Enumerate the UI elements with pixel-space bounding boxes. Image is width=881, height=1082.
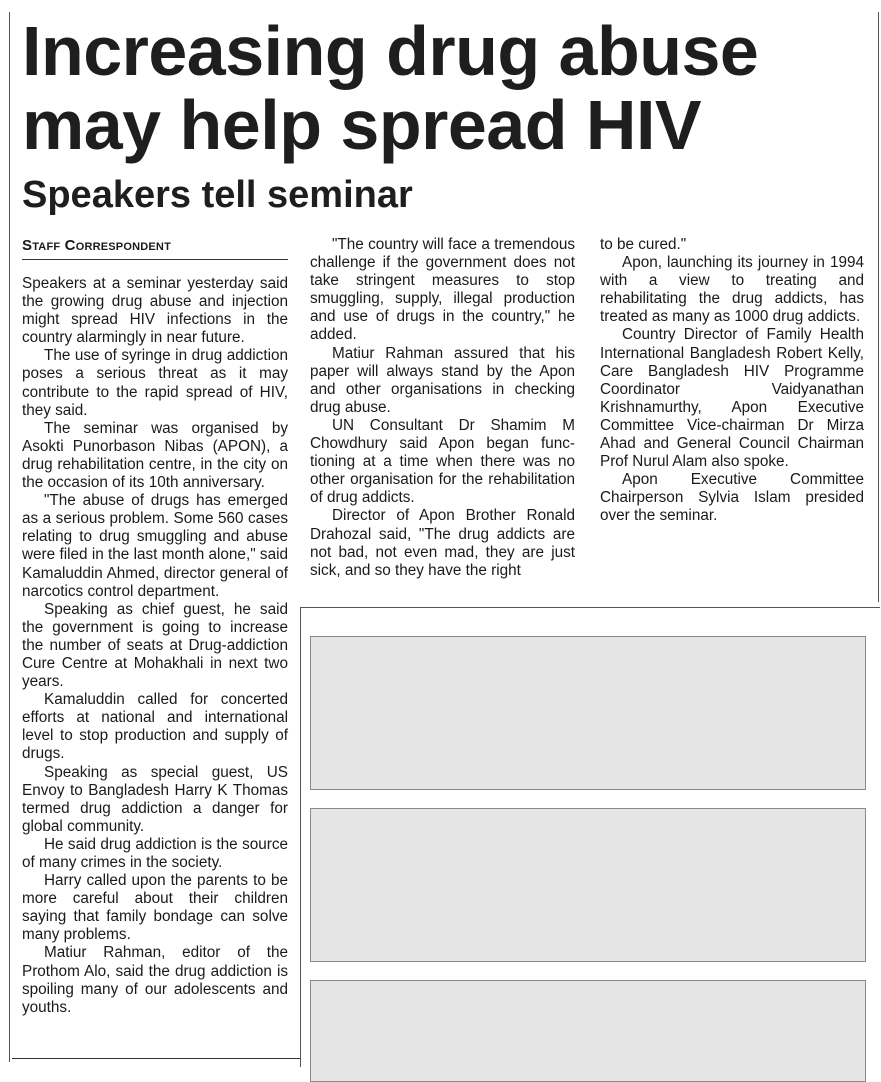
paragraph: Apon Executive Committee Chairperson Sylvia Islam presided over the seminar. — [600, 471, 864, 525]
ad-section-top-rule — [300, 607, 880, 608]
paragraph: Kamaluddin called for concerted efforts at national and international level to stop production and supply of drugs. — [22, 691, 288, 763]
paragraph: Speaking as chief guest, he said the government is going to increase the number of seats at Drug-addiction Cure Centre at Mohakhali in next two years. — [22, 600, 288, 691]
ad-section-side-rule — [300, 608, 301, 1067]
paragraph: The seminar was organised by Asokti Punorbason Nibas (APON), a drug rehabilitation centre, in the city on the occasion of its 10th anniversary. — [22, 419, 288, 492]
paragraph: He said drug addiction is the source of many crimes in the society. — [22, 835, 288, 871]
article-column-2 — [310, 236, 575, 580]
subheadline: Speakers tell seminar — [22, 174, 413, 216]
article-column-3 — [600, 236, 864, 526]
paragraph: UN Consultant Dr Shamim M Chowdhury said Apon began functioning at a time when there was no other organisation for the rehabilitation of drug addicts. — [310, 416, 575, 507]
paragraph: Speaking as special guest, US Envoy to Bangladesh Harry K Thomas termed drug addiction a danger for global community. — [22, 763, 288, 835]
paragraph: "The country will face a tremendous challenge if the government does not take stringent measures to stop smuggling, supply, illegal production and use of drugs in the country," he added. — [310, 236, 575, 344]
paragraph: Country Director of Family Health International Bangladesh Robert Kelly, Care Bangladesh HIV Programme Coordinator Vaidyanathan Krishnamurthy, Apon Executive Committee Vice-chairman Dr Mirza Ahad and General Council Chairman Prof Nurul Alam also spoke. — [600, 326, 864, 471]
paragraph: Harry called upon the parents to be more careful about their children saying that family bondage can solve many problems. — [22, 872, 288, 944]
left-column-rule — [9, 12, 10, 1062]
headline: Increasing drug abuse may help spread HIV — [22, 12, 759, 164]
advertisement-placeholder — [310, 808, 866, 962]
paragraph: Matiur Rahman assured that his paper will always stand by the Apon and other organisations in checking drug abuse. — [310, 344, 575, 416]
paragraph: Speakers at a seminar yesterday said the growing drug abuse and injection might spread HIV infections in the country alarmingly in near future. — [22, 275, 288, 347]
paragraph: "The abuse of drugs has emerged as a serious problem. Some 560 cases relating to drug smuggling and abuse were filed in the last month alone," said Kamaluddin Ahmed, director general of narcotics control department. — [22, 492, 288, 600]
article-column-1 — [22, 275, 288, 1017]
column-end-rule — [12, 1058, 301, 1059]
paragraph: Matiur Rahman, editor of the Prothom Alo, said the drug addiction is spoiling many of our adolescents and youths. — [22, 944, 288, 1016]
paragraph: The use of syringe in drug addiction poses a serious threat as it may contribute to the rapid spread of HIV, they said. — [22, 347, 288, 419]
paragraph: Director of Apon Brother Ronald Drahozal said, "The drug addicts are not bad, not even mad, they are just sick, and so they have the right — [310, 507, 575, 579]
advertisement-placeholder — [310, 636, 866, 790]
paragraph: Apon, launching its journey in 1994 with a view to treating and rehabilitating the drug addicts, has treated as many as 1000 drug addicts. — [600, 254, 864, 326]
right-column-rule — [878, 12, 879, 602]
byline-rule — [22, 259, 288, 260]
paragraph: to be cured." — [600, 236, 687, 253]
byline: Staff Correspondent — [22, 237, 171, 254]
